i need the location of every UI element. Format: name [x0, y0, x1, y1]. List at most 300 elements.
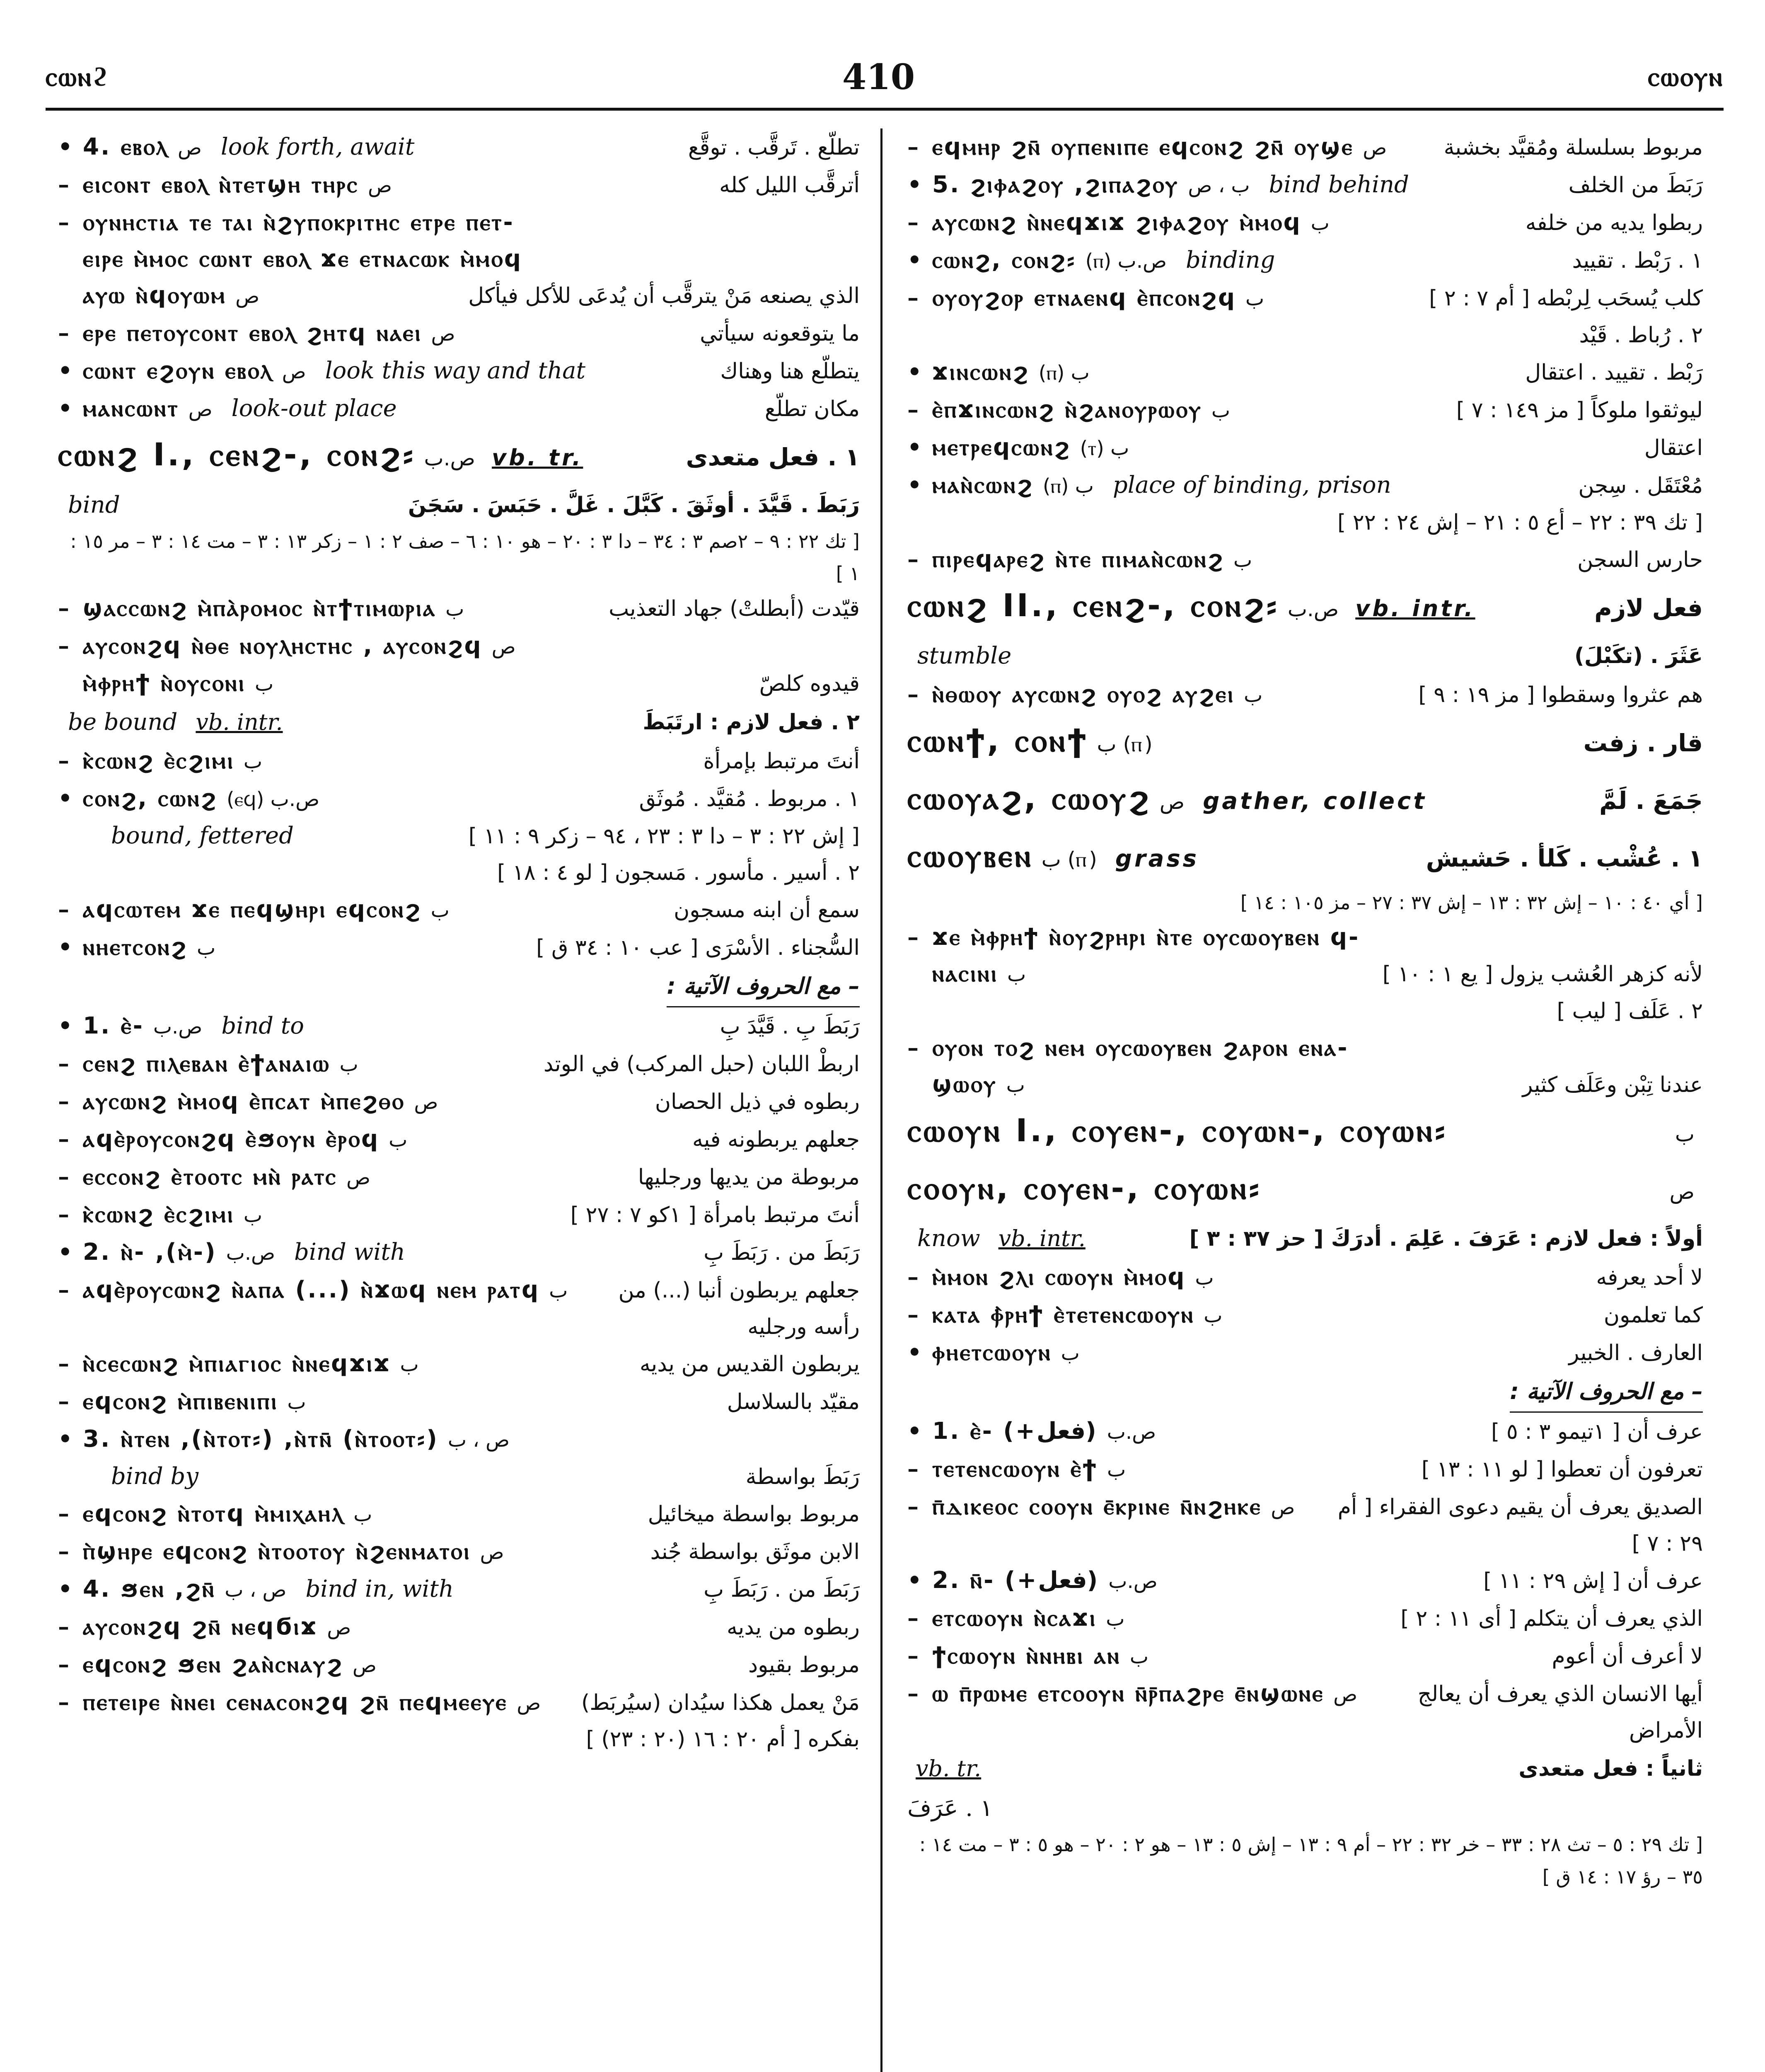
arabic-gloss: يتطلّع هنا وهناك	[720, 359, 860, 384]
coptic-text: ϯⲥⲱⲟⲩⲛ ⲛ̀ⲛⲏⲃⲓ ⲁⲛ	[932, 1642, 1121, 1669]
arabic-gloss: لأنه كزهر العُشب يزول [ يع ١ : ١٠ ]	[1382, 962, 1703, 987]
headword-coptic: ⲥⲱⲛϩ I., ⲥⲉⲛϩ-, ⲥⲟⲛϩ⸗	[58, 436, 416, 473]
dialect-sigla: ص	[235, 285, 260, 308]
arabic-gloss: رَبْط . تقييد . اعتقال	[1525, 360, 1703, 385]
dialect-sigla: ب ، ص	[1188, 174, 1250, 197]
bullet-marker: –	[58, 1689, 69, 1715]
entry-line	[58, 1045, 860, 1083]
coptic-text: ⲁϥⲉ̀ⲣⲟⲩⲥⲟⲛϩϥ ⲉ̀ϧⲟⲩⲛ ⲉ̀ⲣⲟϥ	[83, 1126, 380, 1152]
bullet-marker: –	[907, 1493, 919, 1520]
entry-line	[907, 391, 1703, 429]
headword-coptic: ⲥⲱⲛϯ, ⲥⲟⲛϯ	[907, 722, 1089, 759]
coptic-text: ⲉⲧⲥⲱⲟⲩⲛ ⲛ̀ⲥⲁϫⲓ	[932, 1605, 1097, 1631]
entry-line	[58, 1271, 860, 1345]
dialect-sigla: ب	[254, 673, 274, 696]
coptic-text: ⲁϥⲥⲱⲧⲉⲙ ϫⲉ ⲡⲉϥϣⲏⲣⲓ ⲉϥⲥⲟⲛϩ	[83, 896, 422, 923]
bullet-marker: –	[907, 284, 919, 311]
bullet-marker: –	[58, 1201, 69, 1227]
coptic-text: ⲕ̀ⲥⲱⲛϩ ⲉ̀ⲥϩⲓⲙⲓ	[83, 747, 235, 774]
dialect-sigla: ب (ⲡ)	[1038, 361, 1090, 385]
coptic-text: ⲉⲓⲥⲟⲛⲧ ⲉⲃⲟⲗ ⲛ̀ⲧⲉⲧϣⲏ ⲧⲏⲣⲥ	[83, 171, 359, 198]
arabic-gloss: مقيّد بالسلاسل	[727, 1389, 860, 1414]
coptic-text: ⲁⲩⲥⲱⲛϩ ⲙ̀ⲙⲟϥ ⲉ̀ⲡⲥⲁⲧ ⲙ̀ⲡⲉϩⲑⲟ	[83, 1088, 405, 1115]
bullet-marker: –	[58, 896, 69, 922]
arabic-gloss: عَثَرَ . (تكَبْلَ)	[1574, 644, 1703, 668]
sense-transitive	[907, 1749, 1703, 1789]
entry-line	[907, 279, 1703, 317]
coptic-text: 2. ⲛ̄- (+فعل)	[932, 1567, 1100, 1594]
dialect-sigla: ص	[188, 398, 213, 421]
arabic-gloss: مكان تطلّع	[764, 397, 860, 421]
entry-line	[58, 241, 860, 277]
running-head-right: ⲥⲱⲟⲩⲛ	[1648, 61, 1724, 92]
headword-coptic: ⲥⲱⲛϩ II., ⲥⲉⲛϩ-, ⲥⲟⲛϩ⸗	[907, 587, 1279, 624]
bullet-marker: –	[58, 1500, 69, 1527]
bullet-marker: –	[58, 595, 69, 621]
headword-sigla: ص.ب	[424, 446, 475, 470]
headword-sigla: ص	[1159, 790, 1185, 814]
headword-coptic: ⲥⲱⲟⲩⲃⲉⲛ	[907, 837, 1033, 874]
arabic-gloss: [ تك ٣٩ : ٢٢ – أع ٥ : ٢١ – إش ٢٤ : ٢٢ ]	[1337, 510, 1703, 535]
coptic-text: ⲡⲉⲧⲉⲓⲣⲉ ⲛ̀ⲛⲉⲓ ⲥⲉⲛⲁⲥⲟⲛϩϥ ϩⲛ̄ ⲡⲉϥⲙⲉⲉⲩⲉ	[83, 1689, 508, 1716]
arabic-gloss: اعتقال	[1644, 436, 1703, 460]
bullet-marker: –	[907, 1680, 919, 1706]
bullet-marker: –	[58, 1276, 69, 1303]
arabic-gloss: العارف . الخبير	[1569, 1341, 1703, 1365]
dialect-sigla: ص	[352, 1654, 377, 1677]
bullet-marker: –	[907, 209, 919, 235]
bullet-marker: •	[58, 1426, 73, 1452]
entry-line	[58, 166, 860, 204]
arabic-gloss: أيها الانسان الذي يعرف أن يعالج الأمراض	[1417, 1682, 1703, 1743]
headword-sigla: ص	[1669, 1180, 1695, 1204]
dialect-sigla: ب	[1204, 1304, 1223, 1327]
dialect-sigla: ب	[339, 1053, 358, 1076]
coptic-text: ⲙⲉⲧⲣⲉϥⲥⲱⲛϩ	[932, 434, 1071, 461]
references: [ تك ٢٢ : ٩ – ٢صم ٣ : ٣٤ – دا ٣ : ٢٠ – هو ١٠ : ٦ – صف ٢ : ١ – زكر ١٣ : ٣ – مت ١٤ : ٣ – مر ١٥ : ١ ]	[70, 530, 860, 585]
coptic-text: ⲉϥⲥⲟⲛϩ ϧⲉⲛ ϩⲁⲛ̀ⲥⲛⲁⲩϩ	[83, 1651, 343, 1678]
headword-souon-sahidic	[907, 1161, 1703, 1219]
entry-line	[907, 676, 1703, 714]
coptic-text: ⲟⲩⲟⲩϩⲟⲣ ⲉⲧⲛⲁⲉⲛϥ ⲉ̀ⲡⲥⲟⲛϩϥ	[932, 284, 1237, 311]
arabic-gloss: مَنْ يعمل هكذا سيُدان (سيُربَط) بفكره [ أم ٢٠ : ١٦ (٢٠ : ٢٣) ]	[581, 1690, 860, 1752]
bullet-marker: –	[907, 924, 919, 950]
arabic-gloss: تعرفون أن تعطوا [ لو ١١ : ١٣ ]	[1421, 1457, 1703, 1482]
coptic-text: ⲁⲩⲥⲟⲛϩϥ ⲛ̀ⲑⲉ ⲛⲟⲩⲗⲏⲥⲧⲏⲥ , ⲁⲩⲥⲟⲛϩϥ	[83, 632, 483, 659]
verb-type: vb. intr.	[196, 709, 283, 735]
dialect-sigla: ص	[346, 1166, 371, 1189]
english-gloss: bound, fettered	[111, 822, 294, 849]
arabic-gloss: ٢ . عَلَف [ ليب ]	[1557, 999, 1703, 1024]
english-gloss: place of binding, prison	[1112, 472, 1391, 499]
entry-line	[58, 665, 860, 702]
bullet-marker: –	[907, 396, 919, 423]
english-gloss: be bound	[68, 709, 178, 736]
bullet-marker: •	[58, 934, 73, 960]
bullet-marker: –	[58, 209, 69, 235]
coptic-text: ⲉϥⲥⲟⲛϩ ⲛ̀ⲧⲟⲧϥ ⲙ̀ⲙⲓⲭⲁⲏⲗ	[83, 1500, 345, 1527]
bullet-marker: •	[907, 1567, 922, 1593]
entry-line	[58, 1458, 860, 1495]
dictionary-columns	[41, 128, 1724, 2072]
dialect-sigla: ب	[1233, 549, 1252, 572]
bullet-marker: •	[907, 247, 922, 273]
arabic-gloss: أنتَ مرتبط بإمرأة	[703, 749, 860, 774]
entry-line	[58, 277, 860, 315]
coptic-text: ϫⲓⲛⲥⲱⲛϩ	[932, 358, 1030, 385]
arabic-gloss: سمع أن ابنه مسجون	[674, 898, 860, 922]
verb-type: vb. intr.	[1355, 595, 1475, 622]
entry-line	[907, 242, 1703, 279]
bullet-marker: –	[58, 1050, 69, 1077]
arabic-gloss: هم عثروا وسقطوا [ مز ١٩ : ٩ ]	[1418, 683, 1703, 707]
coptic-text: 4. ⲉⲃⲟⲗ	[83, 133, 169, 160]
section-heading-wrap	[907, 1372, 1703, 1413]
headword-coptic: ⲥⲟⲟⲩⲛ, ⲥⲟⲩⲉⲛ-, ⲥⲟⲩⲱⲛ⸗	[907, 1169, 1262, 1206]
dialect-sigla: ص.ب (ⲉϥ)	[226, 788, 320, 811]
dialect-sigla: ص	[1271, 1496, 1295, 1519]
dialect-sigla: ب	[287, 1391, 306, 1414]
dialect-sigla: ص.ب (ⲡ)	[1085, 249, 1167, 273]
arabic-gloss: عرف أن [ ١تيمو ٣ : ٥ ]	[1491, 1419, 1703, 1444]
bullet-marker: –	[58, 1388, 69, 1414]
coptic-text: ⲥⲉⲛϩ ⲡⲓⲗⲉⲃⲁⲛ ⲉ̀ϯⲁⲛⲁⲓⲱ	[83, 1050, 331, 1077]
english-gloss: gather, collect	[1203, 788, 1427, 815]
sense-be-bound	[58, 702, 860, 742]
bullet-marker: •	[907, 358, 922, 385]
headword-sigla: ب (ⲡ)	[1097, 732, 1153, 756]
coptic-text: ⲡ̄ⲇⲓⲕⲉⲟⲥ ⲥⲟⲟⲩⲛ ⲉ̄ⲕⲣⲓⲛⲉ ⲛ̄ⲛϩⲏⲕⲉ	[932, 1493, 1262, 1520]
bullet-marker: •	[58, 1576, 73, 1602]
entry-line	[58, 1571, 860, 1608]
english-gloss: binding	[1185, 247, 1275, 274]
headword-coptic: ⲥⲱⲟⲩⲁϩ, ⲥⲱⲟⲩϩ	[907, 779, 1151, 816]
dialect-sigla: ب	[353, 1503, 372, 1526]
entry-line	[58, 891, 860, 929]
entry-line	[58, 854, 860, 891]
dialect-sigla: ص	[414, 1091, 438, 1114]
entry-line	[907, 1675, 1703, 1749]
english-gloss: know	[917, 1225, 980, 1252]
arabic-gloss: كلب يُسحَب لِربْطه [ أم ٧ : ٢ ]	[1429, 286, 1703, 311]
coptic-text: ⲁϥⲉ̀ⲣⲟⲩⲥⲱⲛϩ ⲛ̀ⲁⲡⲁ (...) ⲛ̀ϫⲱϥ ⲛⲉⲙ ⲣⲁⲧϥ	[83, 1276, 540, 1303]
english-gloss: bind by	[111, 1463, 198, 1490]
dialect-sigla: ب	[1129, 1645, 1149, 1668]
arabic-gloss: لا أحد يعرفه	[1596, 1265, 1703, 1290]
arabic-gloss: الذي يصنعه مَنْ يترقَّب أن يُدعَى للأكل فيأكل	[468, 283, 860, 308]
entry-line	[907, 128, 1703, 166]
entry-line	[907, 1066, 1703, 1104]
arabic-gloss: رَبَطَ من الخلف	[1568, 173, 1703, 198]
english-gloss: bind in, with	[305, 1576, 454, 1602]
entry-line	[907, 1296, 1703, 1334]
entry-line	[907, 956, 1703, 993]
sense-bind	[58, 485, 860, 525]
verb-type: vb. intr.	[998, 1225, 1086, 1251]
dialect-sigla: ص	[1333, 1683, 1358, 1706]
entry-line	[58, 1345, 860, 1383]
bullet-marker: •	[58, 395, 73, 421]
arabic-gloss: لا أعرف أن أعوم	[1552, 1644, 1703, 1669]
bullet-marker: –	[58, 320, 69, 346]
dialect-sigla: ب	[243, 750, 263, 773]
entry-line	[58, 352, 860, 390]
sense-know	[907, 1219, 1703, 1259]
dialect-sigla: ص ، ب	[225, 1578, 287, 1602]
entry-line	[58, 1196, 860, 1234]
arabic-gloss: مربوط بواسطة ميخائيل	[648, 1502, 860, 1527]
coptic-text: ⲱ ⲡ̄ⲣⲱⲙⲉ ⲉⲧⲥⲟⲟⲩⲛ ⲛ̄ⲣ̄ⲡⲁϩⲣⲉ ⲉ̄ⲛϣⲱⲛⲉ	[932, 1680, 1325, 1707]
entry-line	[907, 541, 1703, 579]
english-gloss: look this way and that	[325, 357, 586, 384]
headword-souben	[907, 829, 1703, 886]
sense-know-tr: ١ . عَرَفَ	[907, 1795, 993, 1822]
dialect-sigla: ب	[1107, 1458, 1126, 1481]
arabic-gloss: أترقَّب الليل كله	[719, 173, 860, 198]
section-heading: – مع الحروف الآتية :	[667, 966, 860, 1007]
entry-line	[58, 1684, 860, 1757]
bullet-marker: –	[907, 1301, 919, 1328]
dialect-sigla: ب	[549, 1279, 568, 1302]
bullet-marker: •	[58, 1012, 73, 1039]
dialect-sigla: ص ، ب	[447, 1428, 510, 1452]
bullet-marker: –	[58, 1538, 69, 1564]
section-heading-wrap	[58, 966, 860, 1007]
headword-souon-1	[907, 1104, 1703, 1161]
dialect-sigla: ب	[389, 1128, 408, 1152]
bullet-marker: –	[58, 1163, 69, 1190]
english-gloss: bind with	[294, 1239, 405, 1266]
bullet-marker: •	[58, 357, 73, 384]
dialect-sigla: ص	[1363, 136, 1387, 160]
bullet-marker: •	[58, 133, 73, 160]
bullet-marker: •	[907, 1339, 922, 1365]
entry-line	[58, 742, 860, 780]
dialect-sigla: ص	[517, 1692, 541, 1715]
arabic-gloss: جعلهم يربطونه فيه	[692, 1127, 860, 1152]
entry-line	[907, 467, 1703, 504]
entry-line	[58, 818, 860, 854]
left-column	[41, 128, 882, 2072]
arabic-gloss: مربوط بقيود	[748, 1653, 860, 1677]
english-gloss: bind	[68, 491, 120, 518]
section-heading: – مع الحروف الآتية :	[1510, 1372, 1703, 1413]
entry-line	[907, 1488, 1703, 1562]
verb-type: vb. tr.	[916, 1755, 982, 1782]
entry-line	[58, 1646, 860, 1684]
coptic-text: ⲛⲏⲉⲧⲥⲟⲛϩ	[83, 934, 188, 961]
entry-line	[58, 627, 860, 665]
right-column	[882, 128, 1724, 2072]
headword-sigla: ب (ⲡ)	[1041, 847, 1097, 871]
dialect-sigla: ب	[1244, 684, 1263, 707]
dialect-sigla: ب (ⲡ)	[1042, 474, 1094, 498]
entry-line	[58, 590, 860, 627]
arabic-gloss: [ إش ٢٢ : ٣ – دا ٣ : ٢٣ ، ٩٤ – زكر ٩ : ١١ ]	[468, 824, 860, 849]
headword-sonh-2	[907, 579, 1703, 636]
dialect-sigla: ب	[1106, 1607, 1125, 1631]
dialect-sigla: ص	[368, 174, 392, 197]
english-gloss: grass	[1115, 845, 1199, 872]
bullet-marker: –	[907, 1034, 919, 1061]
sense-stumble	[907, 636, 1703, 676]
entry-line	[907, 1413, 1703, 1450]
coptic-text: 4. ϧⲉⲛ ,ϩⲛ̄	[83, 1576, 216, 1602]
entry-line	[58, 1533, 860, 1571]
english-gloss: look forth, await	[220, 133, 415, 160]
arabic-gloss: رَبَطَ بواسطة	[745, 1464, 860, 1489]
coptic-text: ⲥⲟⲛϩ, ⲥⲱⲛϩ	[83, 785, 218, 812]
entry-line	[58, 315, 860, 352]
dialect-sigla: ص.ب	[1107, 1421, 1156, 1444]
page-header	[46, 46, 1724, 111]
arabic-gloss: مُعْتَقَل . سِجن	[1578, 473, 1703, 498]
entry-line	[58, 1158, 860, 1196]
coptic-text: 2. ⲛ̀- ,(ⲙ̀-)	[83, 1239, 217, 1266]
coptic-text: ⲡⲓⲣⲉϥⲁⲣⲉϩ ⲛ̀ⲧⲉ ⲡⲓⲙⲁⲛ̀ⲥⲱⲛϩ	[932, 546, 1225, 573]
headword-coptic: ⲥⲱⲟⲩⲛ I., ⲥⲟⲩⲉⲛ-, ⲥⲟⲩⲱⲛ-, ⲥⲟⲩⲱⲛ⸗	[907, 1112, 1448, 1149]
coptic-text: ⲉϥⲙⲏⲣ ϩⲛ̄ ⲟⲩⲡⲉⲛⲓⲡⲉ ⲉϥⲥⲟⲛϩ ϩⲛ̄ ⲟⲩϣⲉ	[932, 133, 1354, 160]
bullet-marker: •	[907, 434, 922, 460]
entry-line	[907, 204, 1703, 242]
coptic-text: ⲉⲥⲥⲟⲛϩ ⲉ̀ⲧⲟⲟⲧⲥ ⲙⲛ̀ ⲣⲁⲧⲥ	[83, 1163, 338, 1190]
arabic-gloss: جعلهم يربطون أنبا (...) من رأسه ورجليه	[618, 1278, 860, 1339]
dialect-sigla: ب	[1007, 963, 1026, 986]
coptic-text: ⲙ̀ⲙⲟⲛ ϩⲗⲓ ⲥⲱⲟⲩⲛ ⲙ̀ⲙⲟϥ	[932, 1264, 1186, 1290]
bullet-marker: –	[907, 1642, 919, 1669]
arabic-gloss: ثانياً : فعل متعدى	[1518, 1756, 1703, 1781]
arabic-gloss: كما تعلمون	[1603, 1303, 1703, 1328]
dialect-sigla: ص	[431, 322, 455, 346]
entry-line	[58, 1608, 860, 1646]
dialect-sigla: ب	[243, 1204, 263, 1227]
references: [ أي ٤٠ : ١٠ – إش ٣٢ : ١٣ – إش ٣٧ : ٢٧ – مز ١٠٥ : ١٤ ]	[1240, 891, 1703, 914]
entry-line	[58, 1383, 860, 1421]
bullet-marker: –	[58, 1126, 69, 1152]
bullet-marker: –	[58, 1613, 69, 1640]
arabic-gloss: ربطوه من يديه	[727, 1615, 860, 1640]
bullet-marker: •	[907, 1418, 922, 1444]
arabic-gloss: قيدوه كلصّ	[759, 671, 860, 696]
arabic-gloss: عرف أن [ إش ٢٩ : ١١ ]	[1483, 1569, 1703, 1593]
coptic-text: 1. ⲉ̀-	[83, 1012, 144, 1039]
arabic-gloss: ١ . فعل متعدى	[686, 443, 860, 471]
arabic-gloss: ٢ . رُباط . قَيْد	[1579, 323, 1703, 348]
entry-line	[907, 353, 1703, 391]
arabic-gloss: الصديق يعرف أن يقيم دعوى الفقراء [ أم ٢٩ : ٧ ]	[1337, 1495, 1703, 1556]
entry-line	[907, 429, 1703, 467]
coptic-text: ⲁⲩⲥⲱⲛϩ ⲛ̀ⲛⲉϥϫⲓϫ ϩⲓⲫⲁϩⲟⲩ ⲙ̀ⲙⲟϥ	[932, 209, 1302, 236]
dialect-sigla: ب	[1006, 1074, 1025, 1097]
entry-line	[907, 1450, 1703, 1488]
coptic-text: ⲁⲩⲥⲟⲛϩϥ ϩⲛ̄ ⲛⲉϥϭⲓϫ	[83, 1613, 318, 1640]
bullet-marker: –	[907, 1605, 919, 1631]
bullet-marker: –	[907, 1455, 919, 1482]
bullet-marker: –	[907, 681, 919, 707]
dialect-sigla: ص	[480, 1541, 504, 1564]
coptic-text: ⲛ̀ⲥⲉⲥⲱⲛϩ ⲙ̀ⲡⲓⲁⲅⲓⲟⲥ ⲛ̀ⲛⲉϥϫⲓϫ	[83, 1350, 391, 1377]
entry-line	[58, 1121, 860, 1158]
coptic-text: ⲥⲱⲛⲧ ⲉϩⲟⲩⲛ ⲉⲃⲟⲗ	[83, 357, 273, 384]
arabic-gloss: أنتَ مرتبط بامرأة [ ١كو ٧ : ٢٧ ]	[570, 1203, 860, 1227]
coptic-text: 5. ϩⲓⲫⲁϩⲟⲩ ,ϩⲓⲡⲁϩⲟⲩ	[932, 171, 1179, 198]
entry-line	[907, 1029, 1703, 1066]
coptic-text: ⲛ̀ⲑⲱⲟⲩ ⲁⲩⲥⲱⲛϩ ⲟⲩⲟϩ ⲁⲩϩⲉⲓ	[932, 681, 1235, 708]
coptic-text: ⲛⲁⲥⲓⲛⲓ	[932, 960, 999, 987]
headword-sigla: ب	[1675, 1122, 1695, 1146]
headword-sonti	[907, 714, 1703, 771]
coptic-text: 1. ⲉ̀- (+فعل)	[932, 1418, 1098, 1445]
arabic-gloss: ١ . مربوط . مُقيَّد . مُوثَق	[639, 787, 860, 811]
dialect-sigla: ص.ب	[153, 1015, 203, 1038]
arabic-gloss: مربوطة من يديها ورجليها	[638, 1165, 860, 1190]
arabic-gloss: السُّجناء . الأسْرَى [ عب ١٠ : ٣٤ ق ]	[536, 935, 860, 960]
entry-line	[58, 1083, 860, 1121]
coptic-text: ϫⲉ ⲙ̀ⲫⲣⲏϯ ⲛ̀ⲟⲩϩⲣⲏⲣⲓ ⲛ̀ⲧⲉ ⲟⲩⲥⲱⲟⲩⲃⲉⲛ ϥ-	[932, 924, 1360, 951]
arabic-gloss: الذي يعرف أن يتكلم [ أى ١١ : ٢ ]	[1400, 1606, 1703, 1631]
arabic-gloss: ليوثقوا ملوكاً [ مز ١٤٩ : ٧ ]	[1456, 398, 1703, 423]
arabic-gloss: ٢ . أسير . مأسور . مَسجون [ لو ٤ : ١٨ ]	[497, 860, 860, 885]
bullet-marker: •	[907, 472, 922, 498]
arabic-gloss: رَبَطَ من . رَبَطَ بِ	[704, 1240, 860, 1265]
arabic-gloss: رَبَطَ . قَيَّدَ . أوثَقَ . كَبَّلَ . غَلَّ . حَبَسَ . سَجَنَ	[408, 493, 860, 518]
dialect-sigla: ب	[1195, 1266, 1214, 1290]
coptic-text: ⲥⲱⲛϩ, ⲥⲟⲛϩ⸗	[932, 247, 1076, 274]
dialect-sigla: ص.ب	[1108, 1570, 1158, 1593]
english-gloss: bind to	[221, 1012, 305, 1039]
coptic-text: ⲙⲁⲛⲥⲱⲛⲧ	[83, 395, 179, 422]
bullet-marker: –	[58, 1088, 69, 1114]
arabic-gloss: قيّدت (أبطلتْ) جهاد التعذيب	[609, 596, 860, 621]
english-gloss: look-out place	[231, 395, 397, 422]
english-gloss: bind behind	[1269, 171, 1409, 198]
coptic-text: ϣⲱⲟⲩ	[932, 1071, 997, 1098]
coptic-text: ⲟⲩⲛⲏⲥⲧⲓⲁ ⲧⲉ ⲧⲁⲓ ⲛ̀ϩⲩⲡⲟⲕⲣⲓⲧⲏⲥ ⲉⲧⲣⲉ ⲡⲉⲧ-	[83, 209, 515, 236]
coptic-text: 3. ⲛ̀ⲧⲉⲛ ,(ⲛ̀ⲧⲟⲧ⸗) ,ⲛ̀ⲧⲛ̄ (ⲛ̀ⲧⲟⲟⲧ⸗)	[83, 1426, 439, 1452]
page-number: 410	[842, 56, 915, 97]
entry-line	[58, 1421, 860, 1458]
coptic-text: ⲕⲁⲧⲁ ⲫ̀ⲣⲏϯ ⲉ̀ⲧⲉⲧⲉⲛⲥⲱⲟⲩⲛ	[932, 1301, 1195, 1328]
headword-sonh-1	[58, 428, 860, 485]
coptic-text: ⲉϥⲥⲟⲛϩ ⲙ̀ⲡⲓⲃⲉⲛⲓⲡⲓ	[83, 1388, 278, 1415]
arabic-gloss: اربطْ اللبان (حبل المركب) في الوتد	[543, 1052, 860, 1077]
arabic-gloss: رَبَطَ بِ . قَيَّدَ بِ	[720, 1014, 860, 1039]
entry-line	[907, 993, 1703, 1029]
bullet-marker: –	[58, 632, 69, 659]
entry-line	[58, 390, 860, 428]
bullet-marker: –	[907, 1264, 919, 1290]
arabic-gloss: مربوط بسلسلة ومُقيَّد بخشبة	[1443, 135, 1703, 160]
dialect-sigla: ب	[1245, 287, 1265, 310]
dialect-sigla: ب	[430, 899, 450, 922]
bullet-marker: –	[58, 171, 69, 198]
arabic-gloss: جَمَعَ . لَمَّ	[1599, 787, 1703, 815]
coptic-text: ⲫⲏⲉⲧⲥⲱⲟⲩⲛ	[932, 1339, 1052, 1366]
arabic-gloss: ربطوا يديه من خلفه	[1525, 211, 1703, 235]
dialect-sigla: ب (ⲧ)	[1080, 437, 1129, 460]
entry-line	[58, 929, 860, 966]
entry-line	[907, 166, 1703, 204]
arabic-gloss: ١ . رَبْط . تقييد	[1572, 248, 1703, 273]
dialect-sigla: ص.ب	[226, 1242, 276, 1265]
entry-line	[58, 1007, 860, 1045]
arabic-gloss: قار . زفت	[1583, 729, 1703, 757]
headword-souah	[907, 771, 1703, 829]
entry-line	[907, 317, 1703, 353]
arabic-gloss: ٢ . فعل لازم : ارتَبَطَ	[643, 710, 860, 735]
coptic-text: ⲙⲁⲛ̀ⲥⲱⲛϩ	[932, 472, 1034, 499]
arabic-gloss: تطلّع . تَرقَّب . توقَّع	[688, 135, 860, 160]
